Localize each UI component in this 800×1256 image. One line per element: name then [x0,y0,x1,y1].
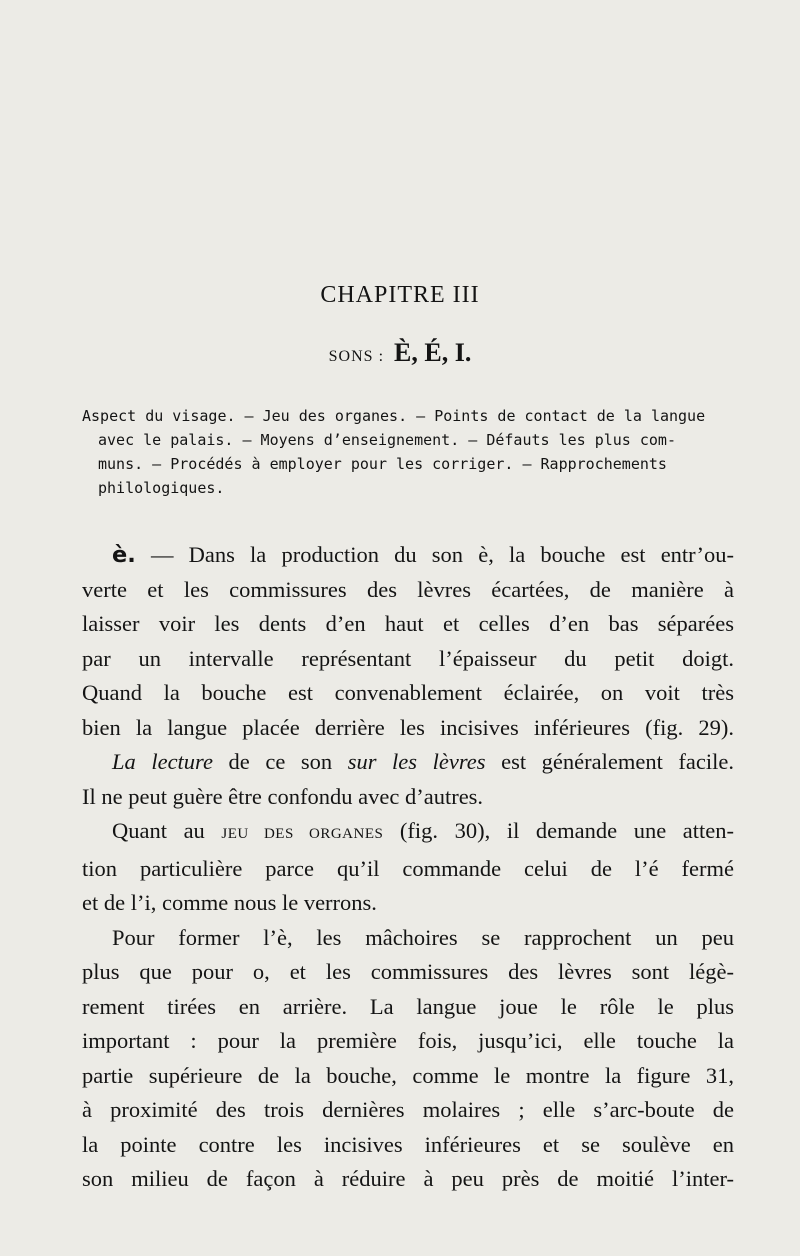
text-line: Quand la bouche est convenablement éclairée, on voit très [82,680,734,705]
text-line: rement tirées en arrière. La langue joue le rôle le plus [82,993,734,1019]
text-fragment: Quant au [112,818,222,843]
text-line [82,538,734,573]
text-line: bien la langue placée derrière les incisives inférieures (fig. 29). [82,714,734,740]
sons-letters: È, É, I. [394,338,472,367]
italic-phrase: sur les lèvres [347,749,486,774]
summary-line: avec le palais. — Moyens d’enseignement. — Défauts les plus com- [98,431,676,449]
chapter-summary [82,404,732,500]
text-line: par un intervalle représentant l’épaisseur du petit doigt. [82,645,734,671]
text-line: son milieu de façon à réduire à peu près de moitié l’inter- [82,1166,734,1191]
summary-line: muns. — Procédés à employer pour les corriger. — Rapprochements [98,455,667,473]
summary-line: philologiques. [98,479,225,497]
body-text [82,538,734,1197]
text-line: Il ne peut guère être confondu avec d’autres. [82,783,484,809]
text-line: la pointe contre les incisives inférieures et se soulève en [82,1131,734,1157]
sons-label: SONS : [328,348,385,365]
text-fragment: de ce son [212,749,348,774]
text-line [82,814,734,852]
text-line: verte et les commissures des lèvres écartées, de manière à [82,576,734,602]
paragraph-marker: è. [112,542,136,568]
text-line: à proximité des trois dernières molaires ; elle s’arc-boute de [82,1097,734,1122]
chapter-title: CHAPITRE III [320,282,480,308]
chapter-subtitle [0,338,800,368]
text-fragment: — Dans la production du son è, la bouche est entr’ou- [150,542,734,567]
text-fragment: (fig. 30), il demande une atten- [383,818,734,843]
text-line: plus que pour o, et les commissures des lèvres sont légè- [82,959,734,984]
small-caps-phrase: JEU DES ORGANES [221,826,384,842]
text-fragment: est généralement facile. [485,749,734,774]
text-line: important : pour la première fois, jusqu’ici, elle touche la [82,1028,734,1053]
summary-line: Aspect du visage. — Jeu des organes. — Points de contact de la langue [82,407,706,425]
text-line: Pour former l’è, les mâchoires se rapprochent un peu [112,924,734,950]
text-line: et de l’i, comme nous le verrons. [82,890,377,915]
text-line [82,745,734,780]
text-line: partie supérieure de la bouche, comme le montre la figure 31, [82,1062,734,1088]
text-line: laisser voir les dents d’en haut et celles d’en bas séparées [82,611,734,636]
text-line: tion particulière parce qu’il commande celui de l’é fermé [82,855,734,881]
italic-phrase: La lecture [112,749,213,774]
